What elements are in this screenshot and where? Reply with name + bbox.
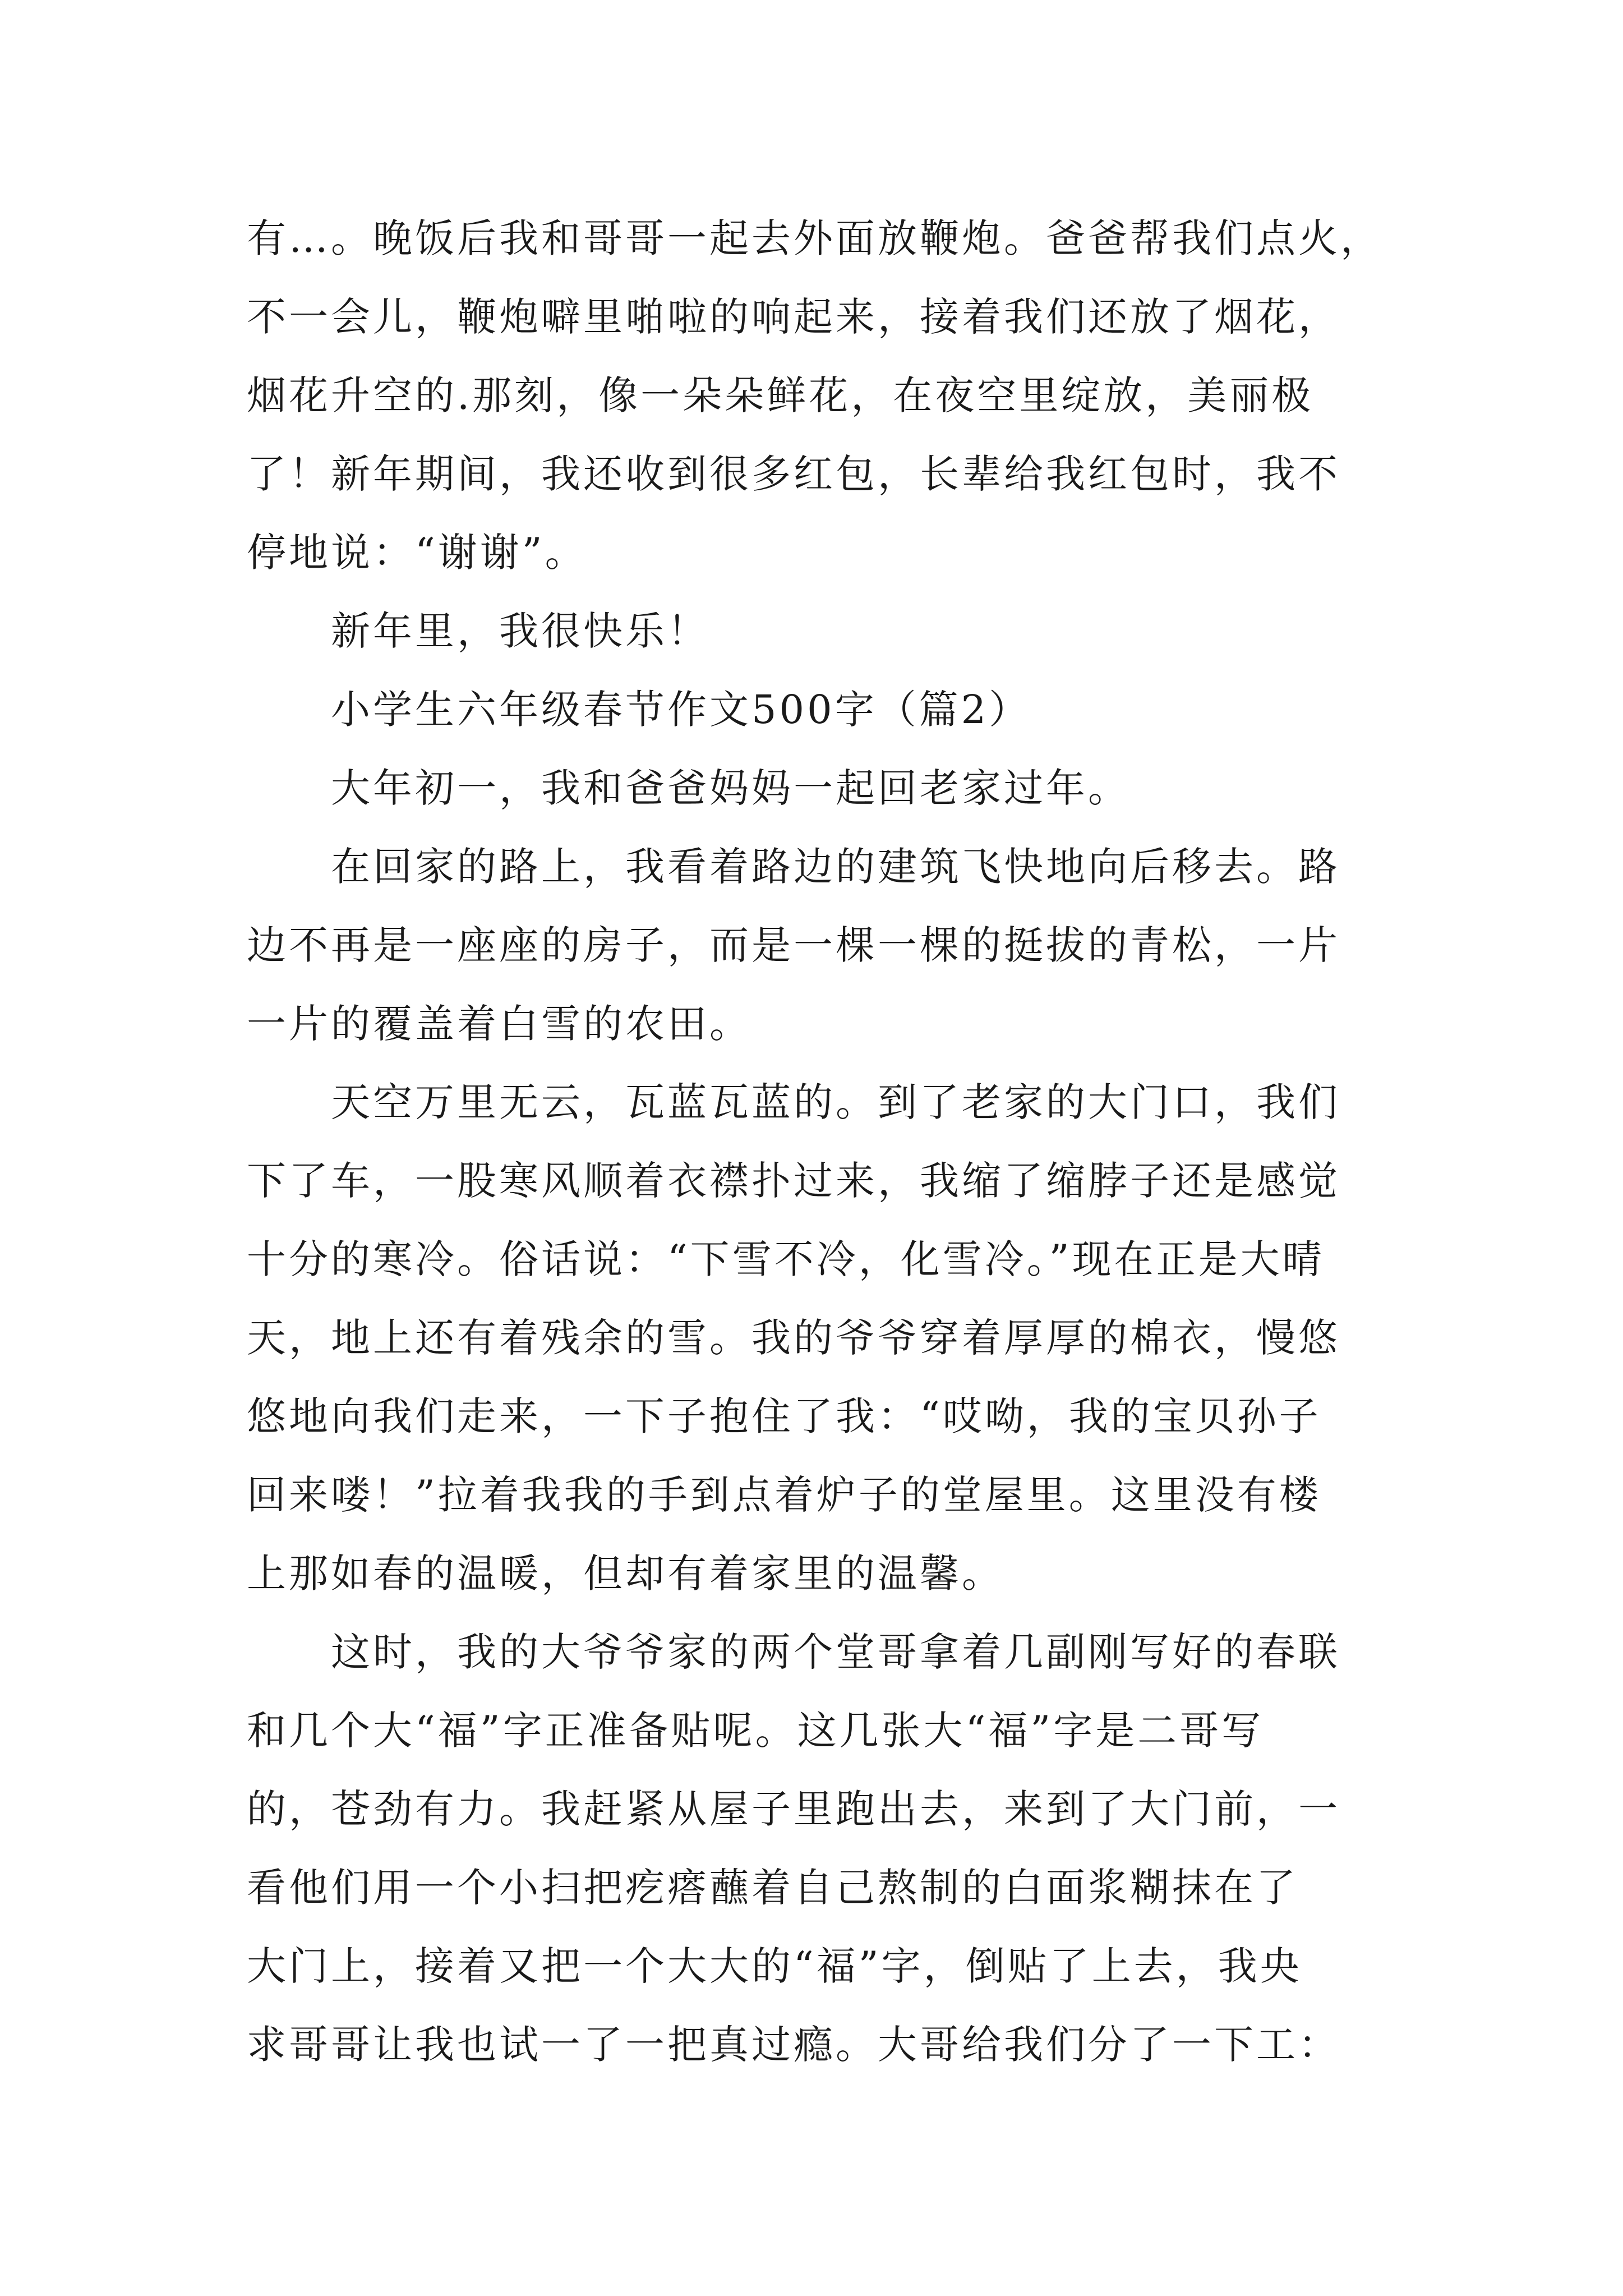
text-line: 有…。晚饭后我和哥哥一起去外面放鞭炮。爸爸帮我们点火， xyxy=(247,215,1382,261)
text-line: 烟花升空的.那刻，像一朵朵鲜花，在夜空里绽放，美丽极 xyxy=(247,372,1314,418)
text-line: 了！新年期间，我还收到很多红包，长辈给我红包时，我不 xyxy=(247,451,1340,497)
text-line: 大年初一，我和爸爸妈妈一起回老家过年。 xyxy=(331,765,1130,811)
text-line: 天，地上还有着残余的雪。我的爷爷穿着厚厚的棉衣，慢悠 xyxy=(247,1315,1340,1361)
text-line: 新年里，我很快乐！ xyxy=(331,608,709,654)
text-line: 在回家的路上，我看着路边的建筑飞快地向后移去。路 xyxy=(331,844,1340,890)
text-line: 这时，我的大爷爷家的两个堂哥拿着几副刚写好的春联 xyxy=(331,1629,1340,1675)
text-line: 不一会儿，鞭炮噼里啪啦的响起来，接着我们还放了烟花， xyxy=(247,294,1340,340)
text-line: 的，苍劲有力。我赶紧从屋子里跑出去，来到了大门前，一 xyxy=(247,1786,1340,1832)
text-line: 上那如春的温暖，但却有着家里的温馨。 xyxy=(247,1550,1004,1596)
text-line: 看他们用一个小扫把疙瘩蘸着自己熬制的白面浆糊抹在了 xyxy=(247,1865,1298,1911)
text-line: 天空万里无云，瓦蓝瓦蓝的。到了老家的大门口，我们 xyxy=(331,1079,1340,1125)
text-line: 求哥哥让我也试一了一把真过瘾。大哥给我们分了一下工： xyxy=(247,2022,1340,2068)
text-line: 一片的覆盖着白雪的农田。 xyxy=(247,1001,751,1047)
text-line: 边不再是一座座的房子，而是一棵一棵的挺拔的青松，一片 xyxy=(247,922,1340,968)
text-line: 大门上，接着又把一个大大的“福”字，倒贴了上去，我央 xyxy=(247,1943,1302,1989)
section-heading: 小学生六年级春节作文500字（篇2） xyxy=(331,687,1031,733)
text-line: 和几个大“福”字正准备贴呢。这几张大“福”字是二哥写 xyxy=(247,1708,1264,1754)
text-line: 悠地向我们走来，一下子抱住了我：“哎呦，我的宝贝孙子 xyxy=(247,1393,1321,1439)
text-line: 十分的寒冷。俗话说：“下雪不冷，化雪冷。”现在正是大晴 xyxy=(247,1236,1325,1282)
text-line: 停地说：“谢谢”。 xyxy=(247,530,587,576)
text-line: 下了车，一股寒风顺着衣襟扑过来，我缩了缩脖子还是感觉 xyxy=(247,1158,1340,1204)
text-line: 回来喽！”拉着我我的手到点着炉子的堂屋里。这里没有楼 xyxy=(247,1472,1321,1518)
